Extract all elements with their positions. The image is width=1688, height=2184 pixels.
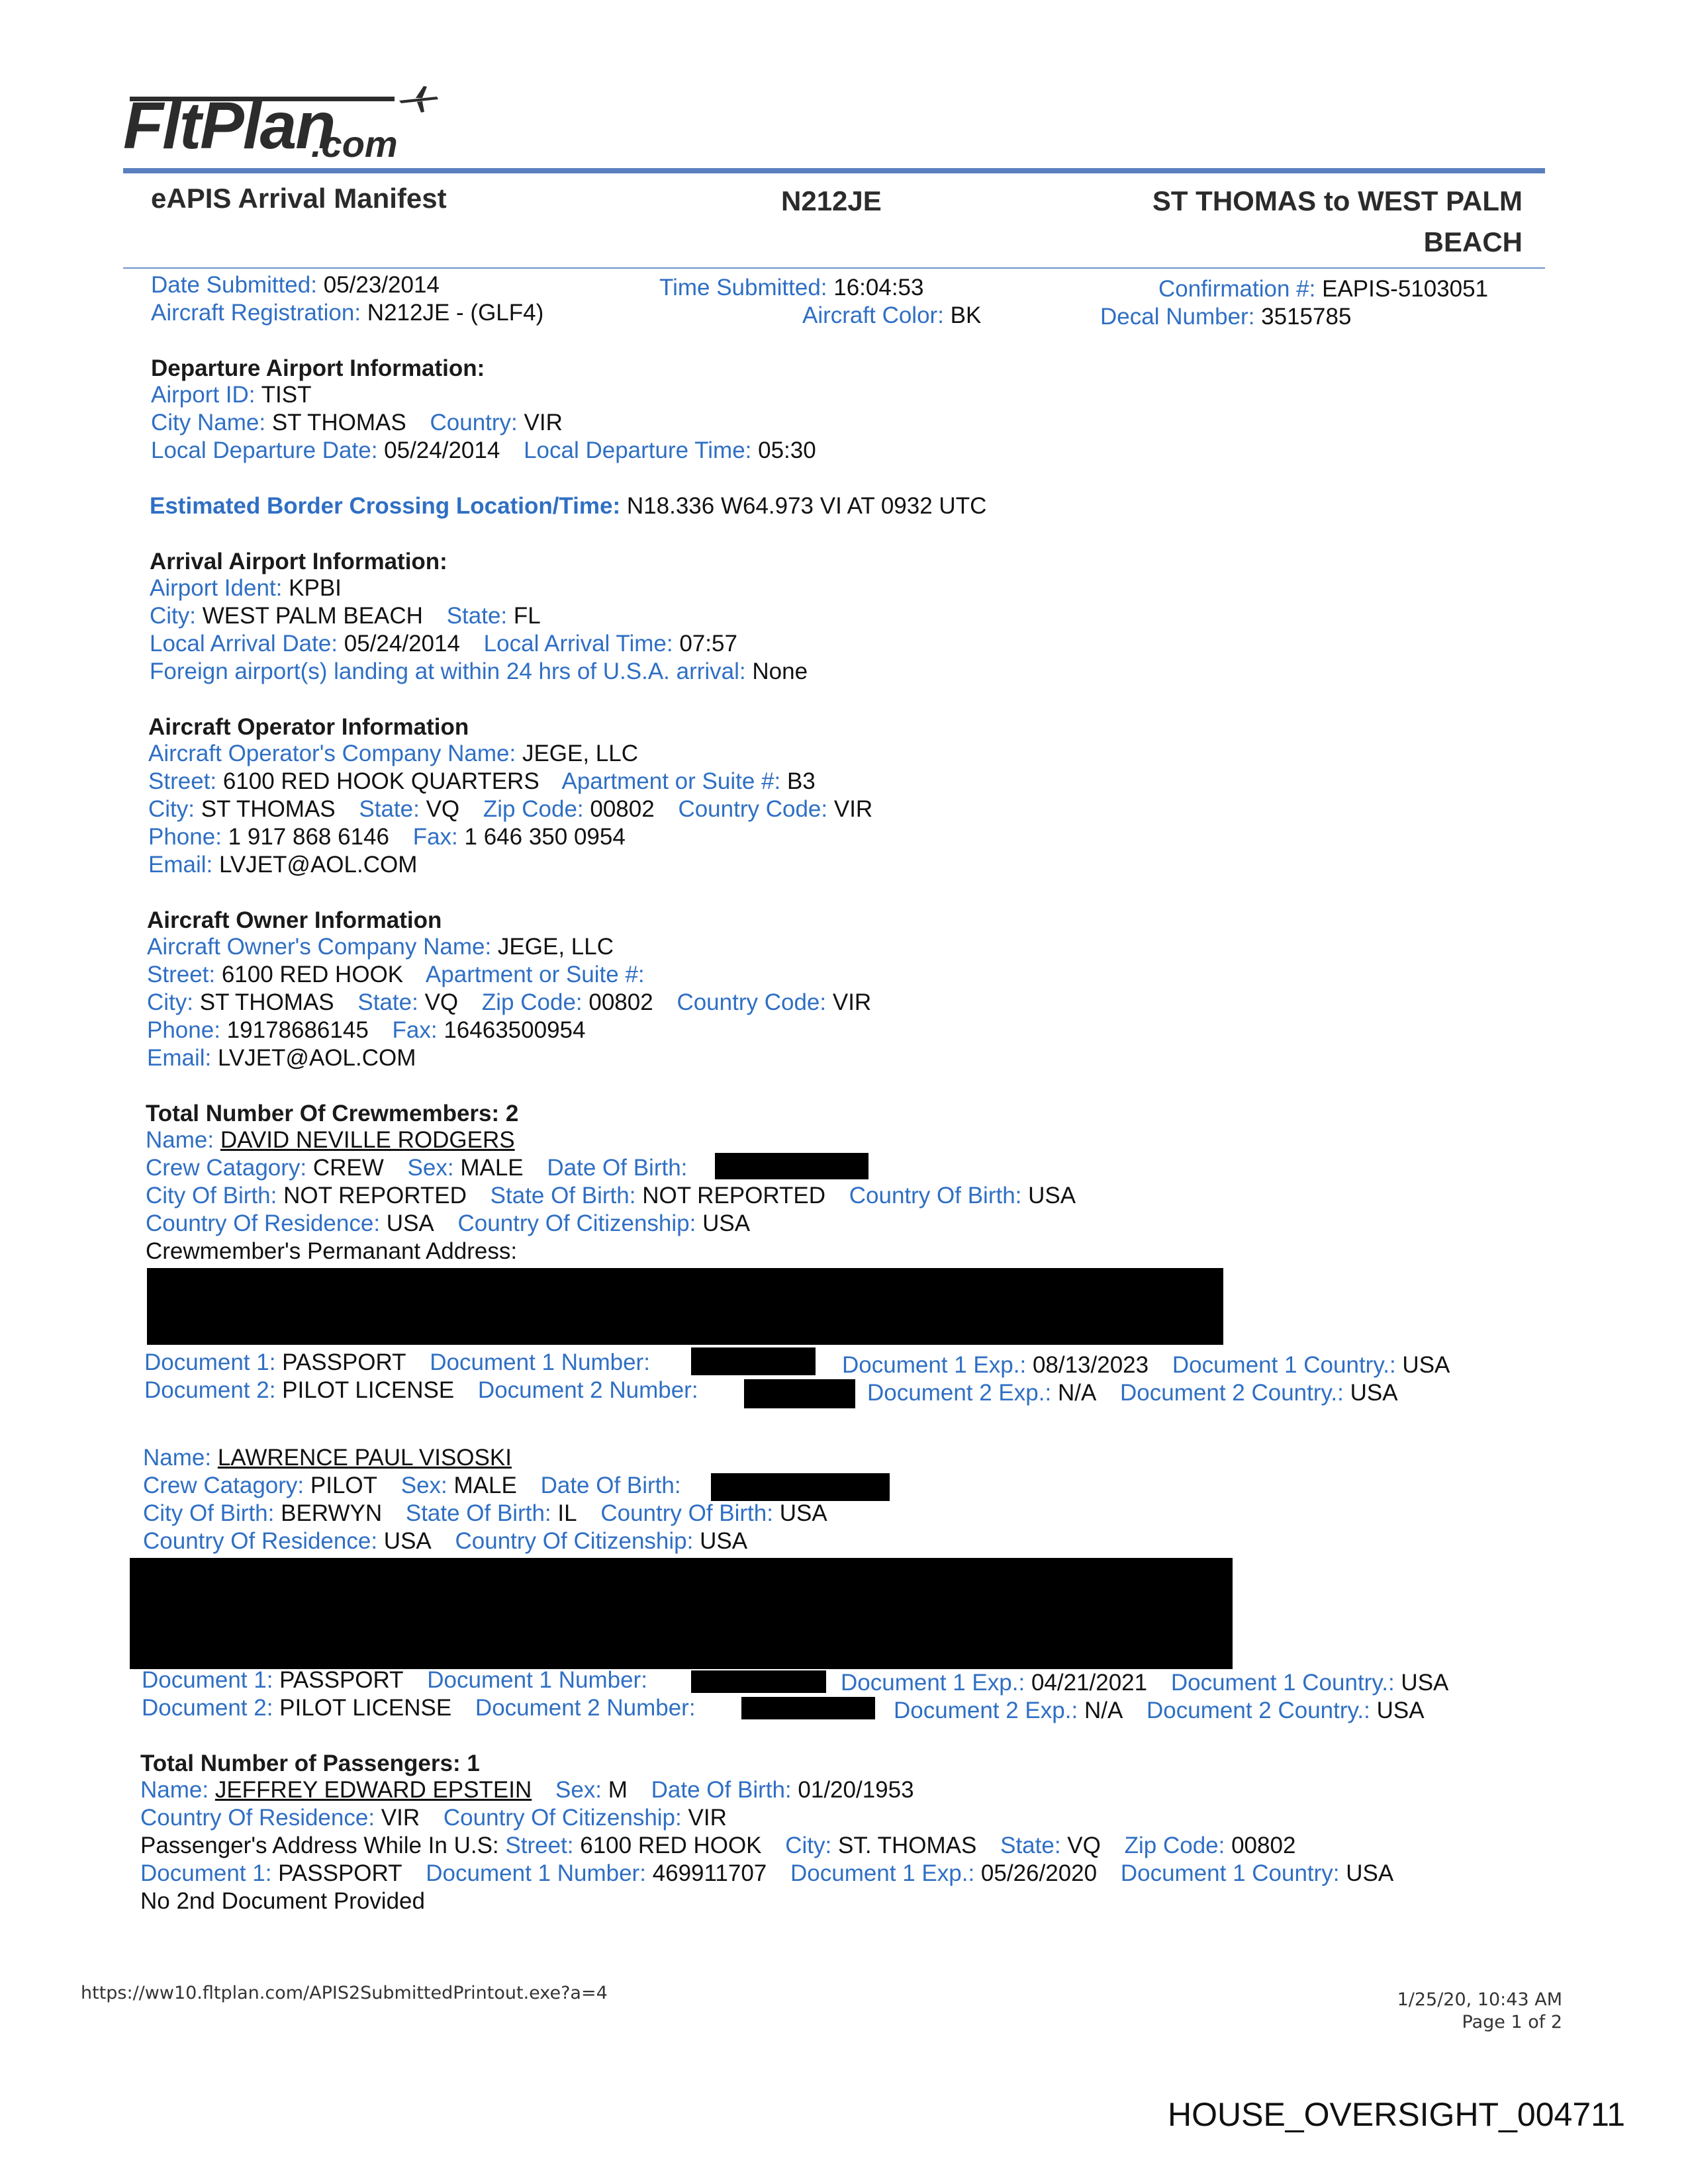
label: Zip Code: [483, 796, 584, 822]
passenger-name-line [140, 1776, 914, 1804]
value: 08/13/2023 [1032, 1352, 1149, 1378]
value: JEGE, LLC [497, 934, 614, 960]
summary-rule [123, 267, 1545, 269]
decal-number [1100, 303, 1351, 331]
page-number: Page 1 of 2 [1462, 2012, 1562, 2032]
crew1-doc2-exp [867, 1379, 1398, 1407]
arrival-foreign [150, 658, 808, 686]
border-crossing [150, 492, 986, 520]
route-line-1: ST THOMAS to WEST PALM [1152, 185, 1523, 216]
redaction-block [744, 1379, 855, 1408]
value: VIR [381, 1805, 420, 1831]
value: ST THOMAS [201, 796, 336, 822]
label: Country: [430, 410, 518, 435]
value: LVJET@AOL.COM [218, 852, 418, 878]
value: USA [386, 1210, 434, 1236]
label: Document 1 Country: [1120, 1860, 1340, 1886]
label: Zip Code: [481, 989, 583, 1015]
label: Local Arrival Time: [483, 631, 673, 657]
value: 00802 [588, 989, 653, 1015]
label: Email: [147, 1045, 212, 1071]
label: Sex: [400, 1473, 447, 1498]
label: State: [446, 603, 508, 629]
tail-number: N212JE [781, 185, 882, 216]
value: 05:30 [758, 437, 816, 463]
label: Document 1 Number: [427, 1667, 647, 1693]
value: CREW [312, 1155, 384, 1181]
decal-value: 3515785 [1261, 304, 1352, 330]
value: 05/26/2020 [980, 1860, 1098, 1886]
label: Country Of Citizenship: [443, 1805, 682, 1831]
label: Sex: [555, 1777, 602, 1803]
value: VQ [1067, 1833, 1101, 1858]
crew2-residence-line [143, 1527, 747, 1555]
label: Document 2 Country.: [1147, 1698, 1370, 1723]
value: 6100 RED HOOK QUARTERS [222, 768, 539, 794]
label: City: [785, 1833, 832, 1858]
value: ST. THOMAS [837, 1833, 977, 1858]
crew2-category-line [143, 1472, 681, 1500]
owner-street [147, 961, 645, 989]
value: USA [1401, 1670, 1449, 1696]
label: Country Of Birth: [849, 1183, 1022, 1208]
redaction-block [130, 1558, 1233, 1669]
color-value: BK [950, 302, 982, 328]
color-label: Aircraft Color: [802, 302, 944, 328]
value: 6100 RED HOOK [580, 1833, 762, 1858]
value: USA [1402, 1352, 1450, 1378]
label: City Of Birth: [146, 1183, 277, 1208]
label: Name: [140, 1777, 209, 1803]
date-submitted-label: Date Submitted: [151, 272, 317, 298]
label: Airport ID: [151, 382, 256, 408]
value: PILOT LICENSE [279, 1695, 452, 1721]
label: Airport Ident: [150, 575, 283, 601]
value: JEGE, LLC [522, 741, 639, 766]
value: VQ [426, 796, 460, 822]
value: NOT REPORTED [283, 1183, 467, 1208]
arrival-heading: Arrival Airport Information: [150, 549, 447, 574]
label: State: [357, 989, 418, 1015]
label: Local Departure Time: [524, 437, 752, 463]
value: PILOT [310, 1473, 378, 1498]
label: Document 2: [142, 1695, 273, 1721]
arrival-date-time [150, 630, 737, 658]
value: 07:57 [679, 631, 737, 657]
redaction-block [711, 1473, 890, 1501]
redaction-block [147, 1268, 1223, 1345]
owner-phone-fax [147, 1017, 585, 1044]
value: BERWYN [281, 1500, 383, 1526]
label: City: [148, 796, 195, 822]
label: Name: [143, 1445, 212, 1471]
logo-suffix: .com [311, 123, 398, 165]
operator-heading: Aircraft Operator Information [148, 714, 469, 740]
value: VIR [833, 796, 873, 822]
value: 469911707 [652, 1860, 767, 1886]
value: LAWRENCE PAUL VISOSKI [217, 1445, 512, 1471]
passenger-no-second-doc [140, 1888, 425, 1915]
label: Date Of Birth: [547, 1155, 688, 1181]
value: TIST [261, 382, 312, 408]
label: Aircraft Operator's Company Name: [148, 741, 516, 766]
value: JEFFREY EDWARD EPSTEIN [214, 1777, 532, 1803]
crew-heading: Total Number Of Crewmembers: 2 [146, 1101, 519, 1126]
label: Document 1 Exp.: [790, 1860, 975, 1886]
value: USA [700, 1528, 748, 1554]
departure-airport-id [151, 381, 311, 409]
passenger-doc-line [140, 1860, 1393, 1888]
label: City Of Birth: [143, 1500, 275, 1526]
value: ST THOMAS [271, 410, 406, 435]
bates-number: HOUSE_OVERSIGHT_004711 [1168, 2096, 1626, 2133]
operator-phone-fax [148, 823, 626, 851]
label: Date Of Birth: [651, 1777, 792, 1803]
label: Zip Code: [1124, 1833, 1225, 1858]
value: M [608, 1777, 628, 1803]
label: Apartment or Suite #: [425, 962, 645, 987]
label: City: [147, 989, 193, 1015]
label: Document 1 Country.: [1170, 1670, 1395, 1696]
label: Apartment or Suite #: [561, 768, 781, 794]
aircraft-color [802, 302, 981, 330]
confirmation-label: Confirmation #: [1158, 276, 1316, 302]
value: No 2nd Document Provided [140, 1888, 425, 1914]
value: 6100 RED HOOK [221, 962, 404, 987]
label: Street: [505, 1833, 574, 1858]
label: Fax: [392, 1017, 438, 1043]
redaction-block [715, 1153, 868, 1179]
label: Country Code: [678, 796, 828, 822]
label: City: [150, 603, 196, 629]
label: Country Of Residence: [143, 1528, 378, 1554]
value: 05/24/2014 [344, 631, 460, 657]
label: Country Of Citizenship: [457, 1210, 696, 1236]
departure-heading: Departure Airport Information: [151, 355, 485, 381]
owner-heading: Aircraft Owner Information [147, 907, 442, 933]
redaction-block [691, 1670, 826, 1693]
print-url: https://ww10.fltplan.com/APIS2SubmittedPrintout.exe?a=4 [81, 1983, 608, 2003]
departure-date-time [151, 437, 816, 465]
value: VIR [688, 1805, 727, 1831]
crew1-permanent-address-label [146, 1238, 517, 1265]
value: NOT REPORTED [642, 1183, 826, 1208]
crew2-name [143, 1444, 512, 1472]
label: Document 1 Exp.: [841, 1670, 1025, 1696]
time-submitted-value: 16:04:53 [833, 275, 924, 300]
value: ST THOMAS [199, 989, 334, 1015]
owner-email [147, 1044, 416, 1072]
value: VIR [832, 989, 872, 1015]
crew1-category-line [146, 1154, 687, 1182]
label: Document 1: [144, 1349, 276, 1375]
label: Country Of Citizenship: [455, 1528, 694, 1554]
label: Document 1 Number: [426, 1860, 646, 1886]
value: USA [1346, 1860, 1394, 1886]
label: State Of Birth: [405, 1500, 551, 1526]
value: FL [513, 603, 541, 629]
arrival-ident [150, 574, 342, 602]
label: Crewmember's Permanant Address: [146, 1238, 518, 1264]
label: Document 2: [144, 1377, 276, 1403]
value: 16463500954 [444, 1017, 586, 1043]
time-submitted-label: Time Submitted: [659, 275, 827, 300]
registration-value: N212JE - (GLF4) [367, 300, 544, 326]
value: IL [557, 1500, 577, 1526]
crew2-birth-line [143, 1500, 827, 1527]
value: 05/24/2014 [384, 437, 500, 463]
label: Street: [148, 768, 217, 794]
label: Local Departure Date: [151, 437, 378, 463]
value: KPBI [289, 575, 342, 601]
manifest-title: eAPIS Arrival Manifest [151, 183, 447, 214]
logo-name: FltPlan [123, 89, 335, 163]
label: State: [1000, 1833, 1061, 1858]
value: DAVID NEVILLE RODGERS [220, 1127, 515, 1153]
label: Document 1 Exp.: [842, 1352, 1027, 1378]
label: Fax: [412, 824, 458, 850]
value: PASSPORT [278, 1860, 402, 1886]
value: 01/20/1953 [798, 1777, 914, 1803]
value: None [752, 659, 808, 684]
passengers-heading: Total Number of Passengers: 1 [140, 1751, 480, 1776]
label: Aircraft Owner's Company Name: [147, 934, 492, 960]
value: USA [1350, 1380, 1398, 1406]
label: Document 1: [140, 1860, 272, 1886]
value: N/A [1084, 1698, 1123, 1723]
label: Document 2 Country.: [1120, 1380, 1344, 1406]
crew2-doc1-exp [841, 1669, 1448, 1697]
date-submitted-value: 05/23/2014 [323, 272, 440, 298]
label: Document 1 Number: [430, 1349, 650, 1375]
border-crossing-label: Estimated Border Crossing Location/Time: [150, 493, 621, 519]
redaction-block [691, 1347, 816, 1375]
label: Document 1: [142, 1667, 273, 1693]
label: Document 2 Number: [477, 1377, 698, 1403]
header-rule [123, 168, 1545, 173]
label: Phone: [147, 1017, 220, 1043]
crew2-doc2-exp [894, 1697, 1425, 1725]
redaction-block [741, 1697, 875, 1719]
owner-company [147, 933, 614, 961]
label: Document 2 Exp.: [867, 1380, 1052, 1406]
value: 00802 [1231, 1833, 1296, 1858]
label: Date Of Birth: [540, 1473, 681, 1498]
value: 19178686145 [226, 1017, 369, 1043]
crew1-name [146, 1126, 515, 1154]
crew1-birth-line [146, 1182, 1076, 1210]
passenger-address-line [140, 1832, 1295, 1860]
owner-city-line [147, 989, 871, 1017]
border-crossing-value: N18.336 W64.973 VI AT 0932 UTC [626, 493, 987, 519]
value: USA [779, 1500, 827, 1526]
airplane-icon [396, 83, 442, 116]
crew1-doc2-line [144, 1377, 698, 1404]
arrival-city-state [150, 602, 541, 630]
label: Local Arrival Date: [150, 631, 338, 657]
crew2-doc1-line [142, 1666, 647, 1694]
label: Crew Catagory: [146, 1155, 307, 1181]
value: USA [1376, 1698, 1425, 1723]
value: PASSPORT [282, 1349, 406, 1375]
label: Foreign airport(s) landing at within 24 hrs of U.S.A. arrival: [150, 659, 746, 684]
label: Document 1 Country.: [1172, 1352, 1396, 1378]
departure-city-country [151, 409, 563, 437]
label: State: [359, 796, 420, 822]
label: Country Of Residence: [146, 1210, 381, 1236]
value: B3 [786, 768, 816, 794]
label: Street: [147, 962, 216, 987]
crew1-doc1-exp [842, 1351, 1450, 1379]
label: Country Of Birth: [600, 1500, 773, 1526]
operator-company [148, 740, 638, 768]
value: PASSPORT [279, 1667, 404, 1693]
value: USA [702, 1210, 751, 1236]
time-submitted [659, 274, 924, 302]
value: PILOT LICENSE [282, 1377, 455, 1403]
registration-label: Aircraft Registration: [151, 300, 361, 326]
crew2-doc2-line [142, 1694, 696, 1722]
aircraft-registration [151, 299, 543, 327]
print-datetime: 1/25/20, 10:43 AM [1397, 1989, 1562, 2010]
value: N/A [1057, 1380, 1097, 1406]
label: City Name: [151, 410, 266, 435]
value: MALE [453, 1473, 517, 1498]
crew1-doc1-line [144, 1349, 650, 1377]
value: 00802 [590, 796, 655, 822]
label: State Of Birth: [490, 1183, 636, 1208]
label: Crew Catagory: [143, 1473, 305, 1498]
label: Passenger's Address While In U.S: [140, 1833, 499, 1858]
value: VIR [524, 410, 563, 435]
confirmation [1158, 275, 1488, 303]
label: Phone: [148, 824, 222, 850]
label: Document 2 Number: [475, 1695, 696, 1721]
value: 1 917 868 6146 [228, 824, 389, 850]
crew1-residence-line [146, 1210, 750, 1238]
label: Document 2 Exp.: [894, 1698, 1078, 1723]
value: USA [383, 1528, 432, 1554]
value: LVJET@AOL.COM [217, 1045, 416, 1071]
label: Country Of Residence: [140, 1805, 375, 1831]
label: Email: [148, 852, 213, 878]
passenger-residence-line [140, 1804, 727, 1832]
value: MALE [460, 1155, 524, 1181]
operator-city-line [148, 796, 872, 823]
value: USA [1028, 1183, 1076, 1208]
operator-street [148, 768, 816, 796]
confirmation-value: EAPIS-5103051 [1322, 276, 1489, 302]
value: 04/21/2021 [1031, 1670, 1148, 1696]
date-submitted [151, 271, 440, 299]
decal-label: Decal Number: [1100, 304, 1255, 330]
value: WEST PALM BEACH [202, 603, 423, 629]
label: Name: [146, 1127, 214, 1153]
label: Sex: [407, 1155, 454, 1181]
label: Country Code: [677, 989, 827, 1015]
route-line-2: BEACH [1423, 226, 1523, 257]
operator-email [148, 851, 417, 879]
value: VQ [424, 989, 459, 1015]
value: 1 646 350 0954 [464, 824, 626, 850]
